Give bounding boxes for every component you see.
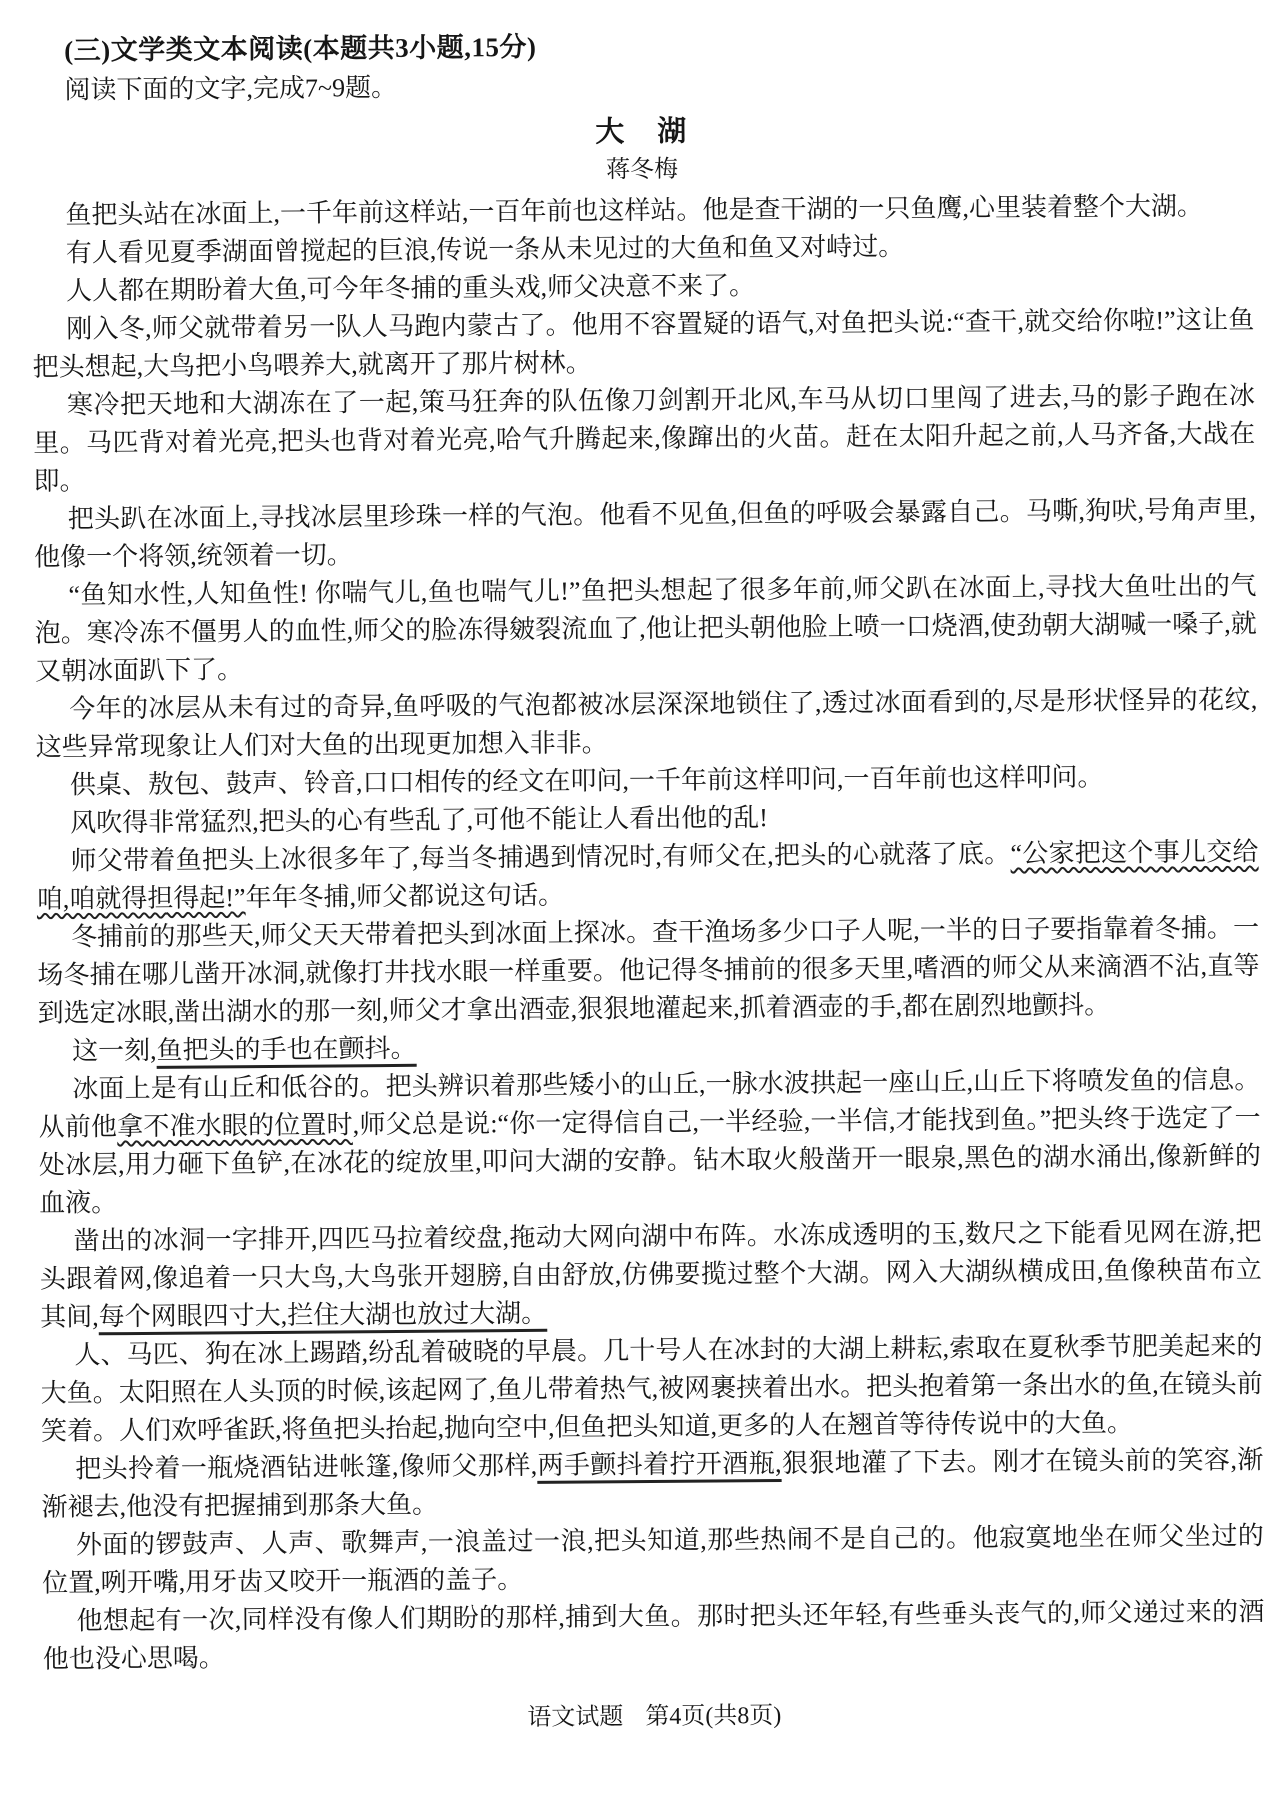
text-segment: 外面的锣鼓声、人声、歌舞声,一浪盖过一浪,把头知道,那些热闹不是自己的。他寂寞地坐在师父坐过的位置,咧开嘴,用牙齿又咬开一瓶酒的盖子。 — [42, 1521, 1264, 1598]
footer-page-number: 第4页(共8页) — [645, 1702, 782, 1731]
text-segment: 年年冬捕,师父都说这句话。 — [245, 880, 565, 913]
text-segment: 他想起有一次,同样没有像人们期盼的那样,捕到大鱼。那时把头还年轻,有些垂头丧气的,师父递过来的酒他也没心思喝。 — [42, 1597, 1265, 1674]
article-title: 大 湖 — [595, 115, 689, 149]
paragraph — [42, 1517, 1265, 1603]
text-segment: 人、马匹、狗在冰上踢踏,纷乱着破晓的早晨。几十号人在冰封的大湖上耕耘,索取在夏秋季节肥美起来的大鱼。太阳照在人头顶的时候,该起网了,鱼儿带着热气,被网裹挟着出水。把头抱着第一条出水的鱼,在镜头前笑着。人们欢呼雀跃,将鱼把头抬起,抛向空中,但鱼把头知道,更多的人在翘首等待传说中的大鱼。 — [40, 1331, 1263, 1446]
text-segment: 冰面上是有山丘和低谷的。把头辨识着那些矮小的山丘,一脉水波拱起一座山丘,山丘下将喷发鱼的信息。从前他 — [38, 1065, 1261, 1142]
text-segment: 风吹得非常猛烈,把头的心有些乱了,可他不能让人看出他的乱! — [70, 803, 769, 838]
page-content — [30, 21, 1265, 1739]
paragraph — [40, 1327, 1263, 1451]
text-segment: 狠狠地灌了下去。刚才在镜头前的笑容,渐渐褪去,他没有把握捕到那条大鱼。 — [41, 1445, 1264, 1522]
paragraph — [41, 1441, 1264, 1527]
text-segment: 这一刻, — [71, 1035, 157, 1066]
text-segment: 人人都在期盼着大鱼,可今年冬捕的重头戏,师父决意不来了。 — [65, 271, 756, 306]
section-header: (三)文学类文本阅读(本题共3小题,15分) — [64, 31, 537, 66]
annotation-underline-straight: 鱼把头的手也在颤抖。 — [156, 1033, 417, 1065]
annotation-underline-straight: 每个网眼四寸大,拦住大湖也放过大湖。 — [98, 1298, 548, 1332]
annotation-underline-wavy: 拿不准水眼的位置时 — [117, 1110, 353, 1142]
text-segment: 供桌、敖包、鼓声、铃音,口口相传的经文在叩问,一千年前这样叩问,一百年前也这样叩问。 — [69, 762, 1104, 800]
paragraph — [36, 833, 1259, 919]
text-segment: ,师父总是说:“你一定得信自己,一半经验,一半信,才能找到鱼。”把头终于选定了一处冰层,用力砸下鱼铲,在冰花的绽放里,叩问大湖的安静。钻木取火般凿开一眼泉,黑色的湖水涌出,像新鲜的血液。 — [38, 1103, 1262, 1218]
paragraph — [38, 1061, 1261, 1223]
text-segment: 今年的冰层从未有过的奇异,鱼呼吸的气泡都被冰层深深地锁住了,透过冰面看到的,尽是形状怪异的花纹,这些异常现象让人们对大鱼的出现更加想入非非。 — [35, 685, 1258, 762]
paragraph — [32, 301, 1255, 387]
reading-instruction: 阅读下面的文字,完成7~9题。 — [64, 72, 398, 105]
page-footer — [43, 1695, 1265, 1739]
annotation-underline-straight: 两手颤抖着拧开酒瓶, — [537, 1448, 782, 1480]
article-author: 蒋冬梅 — [606, 156, 679, 184]
paragraph — [34, 491, 1257, 577]
text-segment: 师父带着鱼把头上冰很多年了,每当冬捕遇到情况时,有师父在,把头的心就落了底。 — [70, 839, 1011, 876]
paragraph — [42, 1593, 1265, 1679]
text-segment: 凿出的冰洞一字排开,四匹马拉着绞盘,拖动大网向湖中布阵。水冻成透明的玉,数尺之下能看见网在游,把头跟着网,像追着一只大鸟,大鸟张开翅膀,自由舒放,仿佛要揽过整个大湖。网入大湖纵横成田,鱼像秧苗布立其间, — [39, 1217, 1262, 1332]
text-segment: 有人看见夏季湖面曾搅起的巨浪,传说一条从未见过的大鱼和鱼又对峙过。 — [65, 231, 905, 268]
footer-doc-label: 语文试题 — [527, 1704, 624, 1731]
paragraph — [37, 909, 1260, 1033]
text-segment: 刚入冬,师父就带着另一队人马跑内蒙古了。他用不容置疑的语气,对鱼把头说:“查干,就交给你啦!”这让鱼把头想起,大鸟把小鸟喂养大,就离开了那片树林。 — [32, 305, 1255, 382]
paragraph — [35, 681, 1258, 767]
text-segment: 鱼把头站在冰面上,一千年前这样站,一百年前也这样站。他是查干湖的一只鱼鹰,心里装着整个大湖。 — [65, 191, 1204, 230]
article-body — [31, 187, 1265, 1679]
annotation-underline-wavy: “公家把这个事儿交给咱,咱就得担得起!” — [36, 837, 1259, 914]
paragraph — [39, 1213, 1262, 1337]
text-segment: “鱼知水性,人知鱼性! 你喘气儿,鱼也喘气儿!”鱼把头想起了很多年前,师父趴在冰面上,寻找大鱼吐出的气泡。寒冷冻不僵男人的血性,师父的脸冻得皴裂流血了,他让把头朝他脸上喷一口烧酒,使劲朝大湖喊一嗓子,就又朝冰面趴下了。 — [34, 571, 1257, 686]
text-segment: 把头拎着一瓶烧酒钻进帐篷,像师父那样, — [75, 1450, 538, 1484]
text-segment: 寒冷把天地和大湖冻在了一起,策马狂奔的队伍像刀剑割开北风,车马从切口里闯了进去,马的影子跑在冰里。马匹背对着光亮,把头也背对着光亮,哈气升腾起来,像蹿出的火苗。赶在太阳升起之前,人马齐备,大战在即。 — [33, 381, 1256, 496]
paragraph — [34, 567, 1257, 691]
text-segment: 把头趴在冰面上,寻找冰层里珍珠一样的气泡。他看不见鱼,但鱼的呼吸会暴露自己。马嘶,狗吠,号角声里,他像一个将领,统领着一切。 — [34, 495, 1256, 572]
paragraph — [33, 377, 1256, 501]
text-segment: 冬捕前的那些天,师父天天带着把头到冰面上探冰。查干渔场多少口子人呢,一半的日子要指靠着冬捕。一场冬捕在哪儿凿开冰洞,就像打井找水眼一样重要。他记得冬捕前的很多天里,嗜酒的师父从来滴酒不沾,直等到选定冰眼,凿出湖水的那一刻,师父才拿出酒壶,狠狠地灌起来,抓着酒壶的手,都在剧烈地颤抖。 — [37, 913, 1260, 1028]
